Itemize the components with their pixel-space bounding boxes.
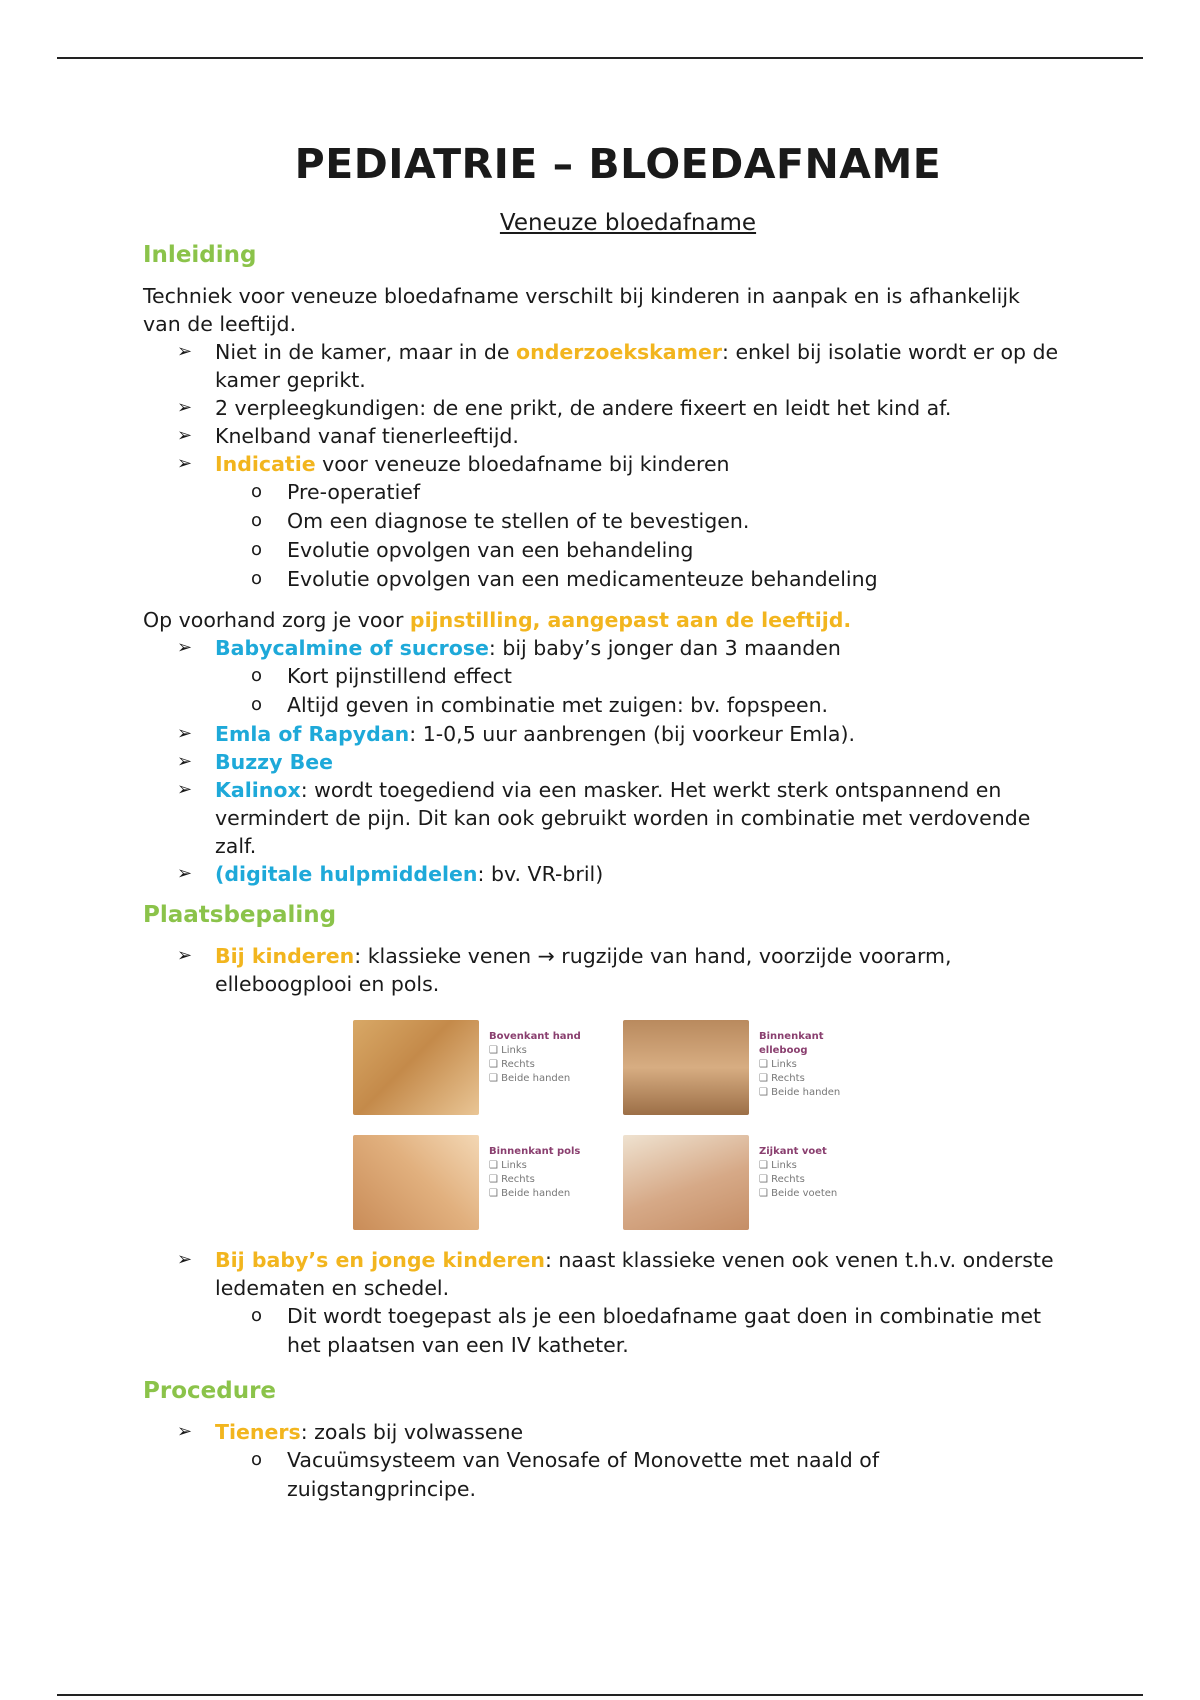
caption-option: ❑ Beide handen	[759, 1087, 841, 1098]
page-subtitle: Veneuze bloedafname	[499, 210, 757, 236]
caption-option: ❑ Beide handen	[489, 1188, 571, 1199]
list-item: o Om een diagnose te stellen of te bevestigen.	[287, 507, 1063, 536]
list-item: ➢ Babycalmine of sucrose: bij baby’s jonger dan 3 maanden o Kort pijnstillend effect o Altijd geven in combinatie met zuigen: bv. fopspeen.	[215, 634, 1063, 720]
list-item: ➢ Indicatie voor veneuze bloedafname bij kinderen o Pre-operatief o Om een diagnose te stellen of te bevestigen. o Evolutie opvolgen van een behandeling o Evolutie opvolgen van een medicamenteuze behandeling	[215, 450, 1063, 594]
caption-option: ❑ Links	[759, 1160, 797, 1171]
caption-option: ❑ Beide handen	[489, 1073, 571, 1084]
caption-option: ❑ Beide voeten	[759, 1188, 838, 1199]
list-item: ➢ Tieners: zoals bij volwassene o Vacuümsysteem van Venosafe of Monovette met naald of zuigstangprincipe.	[215, 1418, 1063, 1504]
list-item: ➢ (digitale hulpmiddelen: bv. VR-bril)	[215, 860, 1063, 888]
plaats-list-2	[143, 1246, 1063, 1360]
list-item: o Evolutie opvolgen van een behandeling	[287, 536, 1063, 565]
tieners-sublist	[215, 1446, 1063, 1504]
list-item: ➢ Kalinox: wordt toegediend via een masker. Het werkt sterk ontspannend en vermindert de pijn. Dit kan ook gebruikt worden in combinatie met verdovende zalf.	[215, 776, 1063, 860]
list-item: ➢ 2 verpleegkundigen: de ene prikt, de andere fixeert en leidt het kind af.	[215, 394, 1063, 422]
plaats-list	[143, 942, 1063, 998]
caption-option: ❑ Rechts	[759, 1174, 805, 1185]
list-item: o Altijd geven in combinatie met zuigen: bv. fopspeen.	[287, 691, 1063, 720]
list-item: o Dit wordt toegepast als je een bloedafname gaat doen in combinatie met het plaatsen van een IV katheter.	[287, 1302, 1063, 1360]
footer-rule	[57, 1694, 1143, 1696]
caption-title: Binnenkant pols	[489, 1146, 581, 1157]
list-item: o Vacuümsysteem van Venosafe of Monovette met naald of zuigstangprincipe.	[287, 1446, 1063, 1504]
list-item: ➢ Buzzy Bee	[215, 748, 1063, 776]
elbow-inside-photo	[623, 1020, 749, 1115]
caption-option: ❑ Links	[489, 1160, 527, 1171]
list-item: ➢ Knelband vanaf tienerleeftijd.	[215, 422, 1063, 450]
page-title: PEDIATRIE – BLOEDAFNAME	[294, 140, 942, 188]
baby-sublist	[215, 1302, 1063, 1360]
figure-tile	[623, 1020, 853, 1115]
pijn-intro: Op voorhand zorg je voor pijnstilling, aangepast aan de leeftijd.	[143, 608, 852, 632]
heading-inleiding: Inleiding	[143, 242, 257, 268]
list-item: ➢ Bij kinderen: klassieke venen → rugzijde van hand, voorzijde voorarm, elleboogplooi en pols.	[215, 942, 1063, 998]
figure-tile	[353, 1020, 623, 1115]
caption-title: Bovenkant hand	[489, 1031, 581, 1042]
figure-caption	[749, 1020, 840, 1115]
figure-caption	[749, 1135, 837, 1230]
caption-option: ❑ Rechts	[759, 1073, 805, 1084]
list-item: o Evolutie opvolgen van een medicamenteuze behandeling	[287, 565, 1063, 594]
header-rule	[57, 57, 1143, 59]
caption-title: Binnenkant elleboog	[759, 1031, 824, 1056]
list-item: ➢ Niet in de kamer, maar in de onderzoekskamer: enkel bij isolatie wordt er op de kamer geprikt.	[215, 338, 1063, 394]
list-item: o Pre-operatief	[287, 478, 1063, 507]
heading-procedure: Procedure	[143, 1378, 277, 1404]
pijn-list	[143, 634, 1063, 888]
list-item: ➢ Bij baby’s en jonge kinderen: naast klassieke venen ook venen t.h.v. onderste ledematen en schedel. o Dit wordt toegepast als je een bloedafname gaat doen in combinatie met het plaatsen van een IV katheter.	[215, 1246, 1063, 1360]
indicatie-sublist	[215, 478, 1063, 594]
wrist-inside-photo	[353, 1135, 479, 1230]
caption-option: ❑ Links	[759, 1059, 797, 1070]
foot-side-photo	[623, 1135, 749, 1230]
vein-sites-figure	[353, 1020, 853, 1230]
caption-title: Zijkant voet	[759, 1146, 827, 1157]
inleiding-list	[143, 338, 1063, 594]
babycalmine-sublist	[215, 662, 1063, 720]
caption-option: ❑ Rechts	[489, 1059, 535, 1070]
hand-back-photo	[353, 1020, 479, 1115]
heading-plaatsbepaling: Plaatsbepaling	[143, 902, 337, 928]
list-item: ➢ Emla of Rapydan: 1-0,5 uur aanbrengen (bij voorkeur Emla).	[215, 720, 1063, 748]
caption-option: ❑ Rechts	[489, 1174, 535, 1185]
figure-caption	[479, 1135, 580, 1230]
list-item: o Kort pijnstillend effect	[287, 662, 1063, 691]
caption-option: ❑ Links	[489, 1045, 527, 1056]
procedure-list	[143, 1418, 1063, 1504]
inleiding-intro: Techniek voor veneuze bloedafname verschilt bij kinderen in aanpak en is afhankelijk van de leeftijd.	[143, 284, 1020, 336]
figure-tile	[353, 1135, 623, 1230]
figure-tile	[623, 1135, 853, 1230]
document-page	[143, 140, 1063, 1504]
figure-caption	[479, 1020, 581, 1115]
